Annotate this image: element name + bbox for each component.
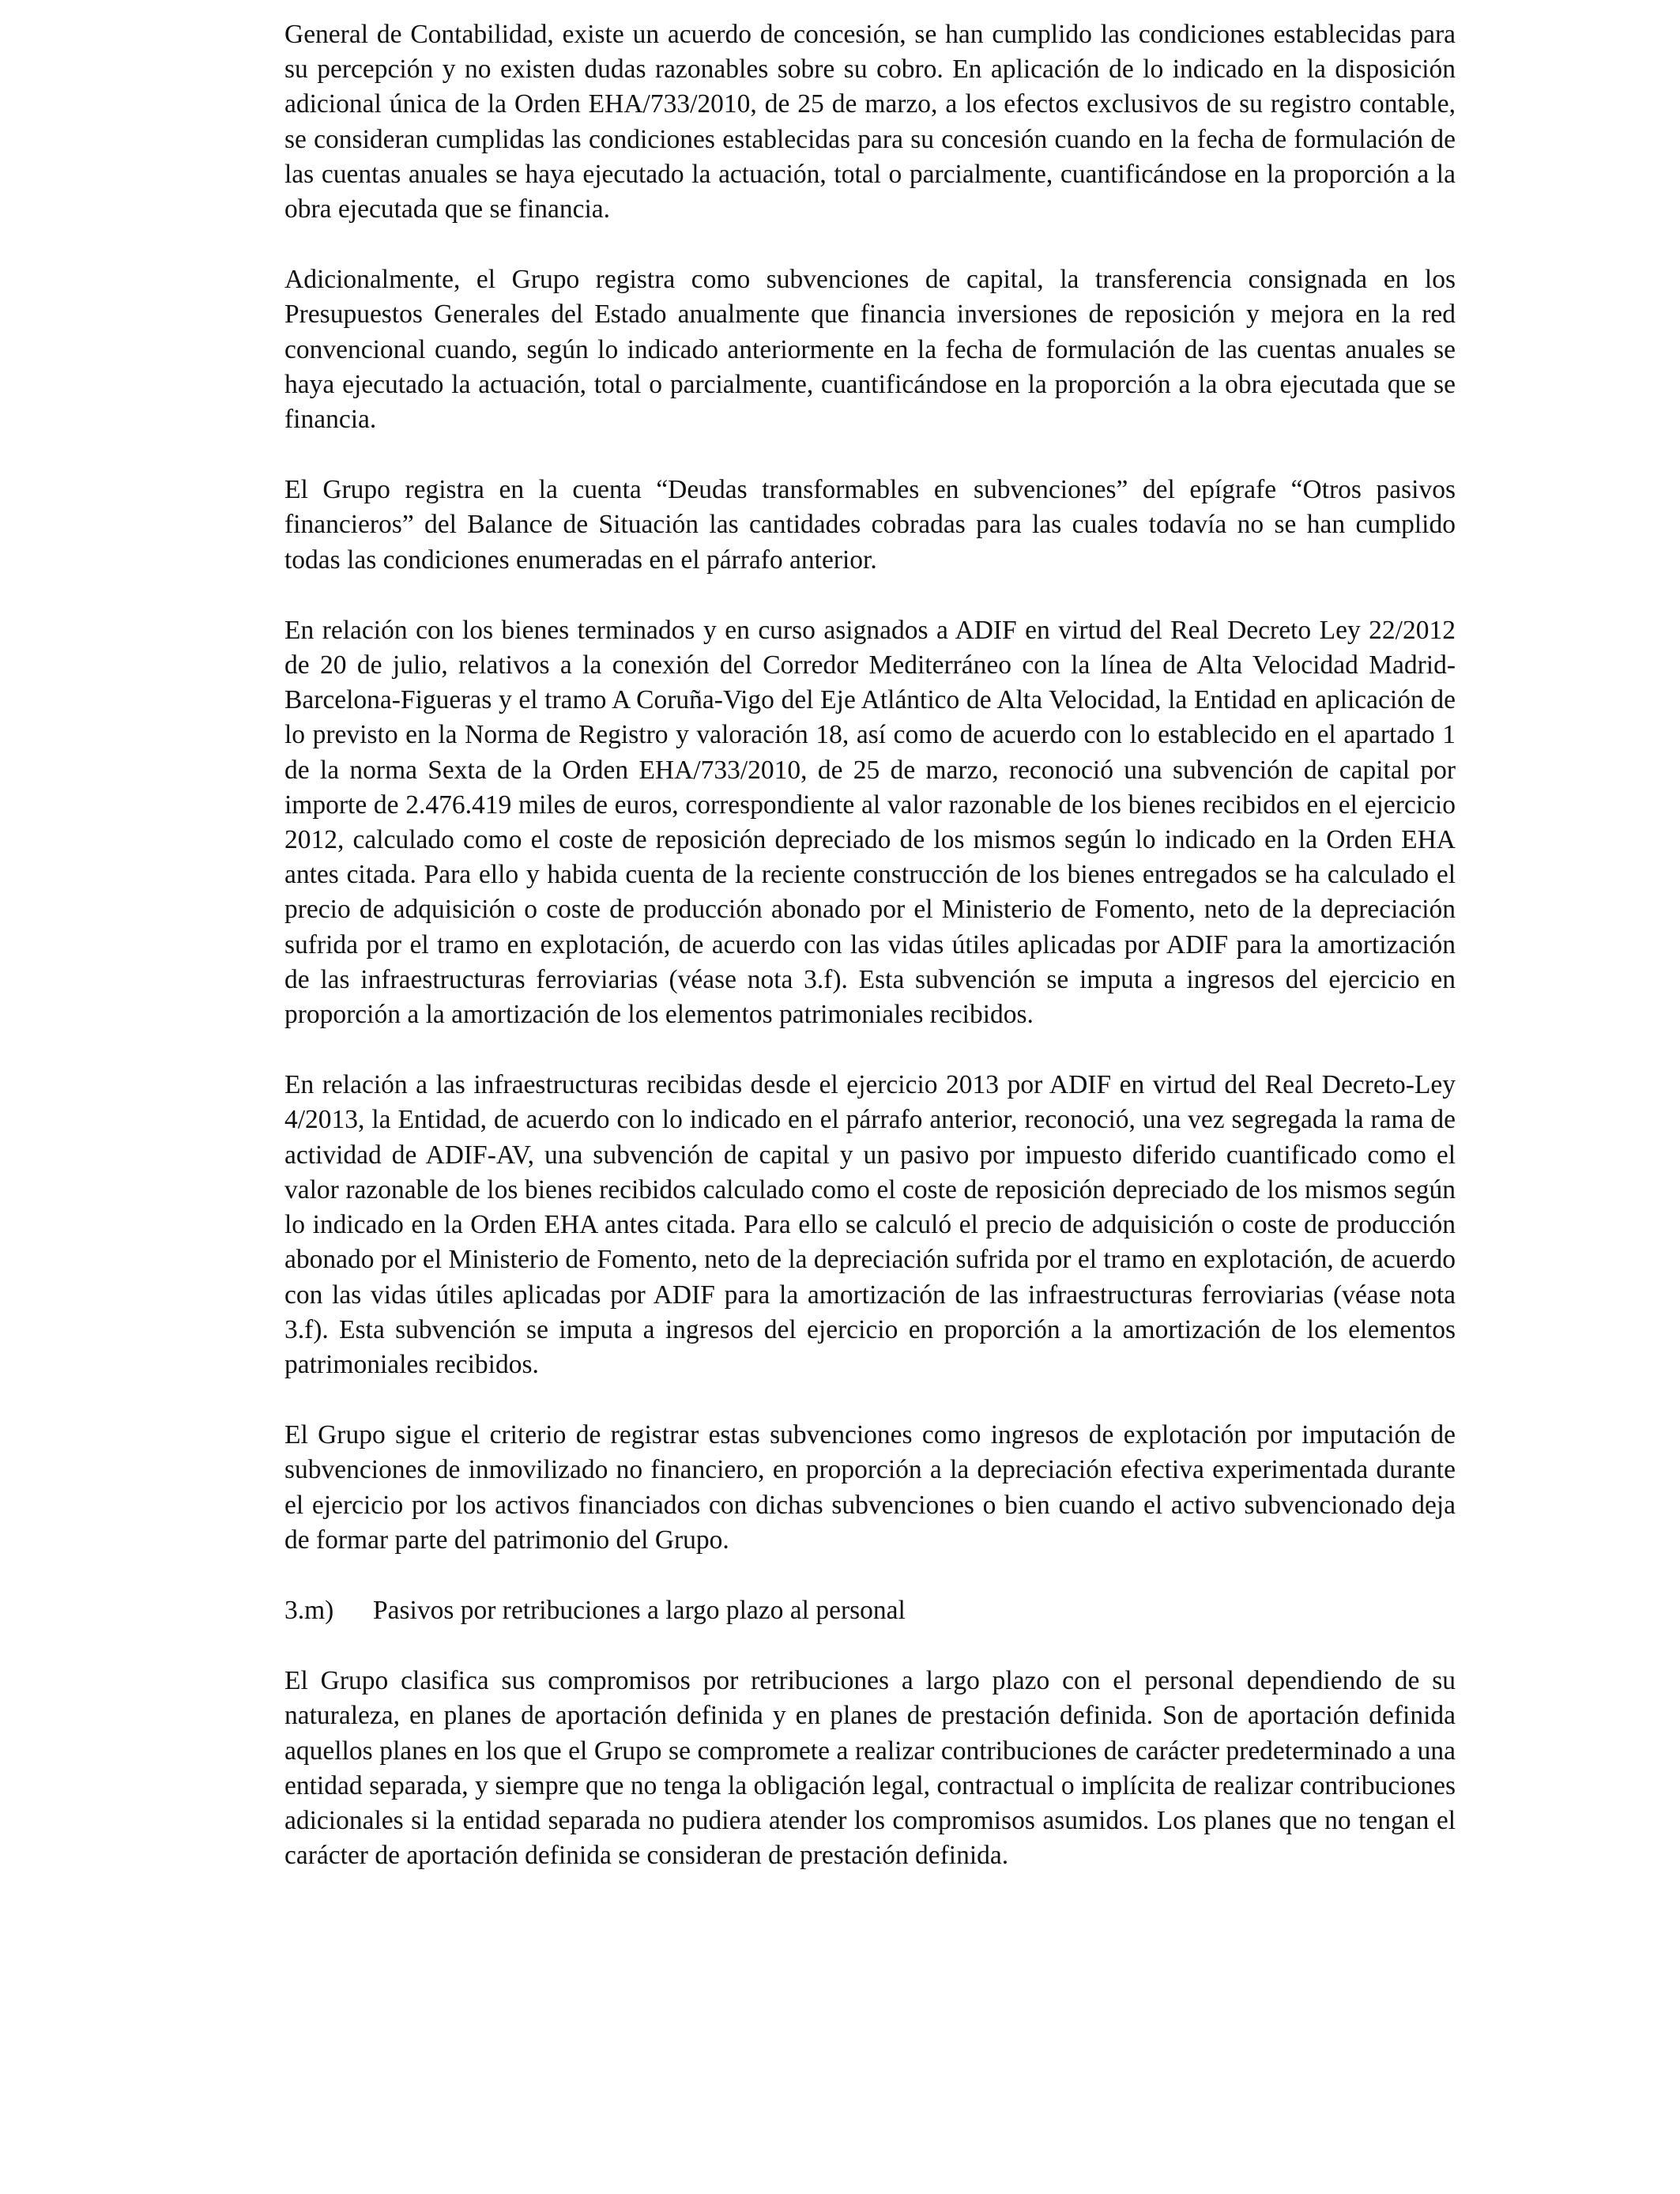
paragraph-rdl-4-2013: En relación a las infraestructuras recibidas desde el ejercicio 2013 por ADIF en virtud del Real Decreto-Ley 4/2013, la Entidad, de acuerdo con lo indicado en el párrafo anterior, reconoció, una vez segregada la rama de actividad de ADIF-AV, una subvención de capital y un pasivo por impuesto diferido cuantificado como el valor razonable de los bienes recibidos calculado como el coste de reposición depreciado de los mismos según lo indicado en la Orden EHA antes citada. Para ello se calculó el precio de adquisición o coste de producción abonado por el Ministerio de Fomento, neto de la depreciación sufrida por el tramo en explotación, de acuerdo con las vidas útiles aplicadas por ADIF para la amortización de las infraestructuras ferroviarias (véase nota 3.f). Esta subvención se imputa a ingresos del ejercicio en proporción a la amortización de los elementos patrimoniales recibidos.	[284, 1070, 1456, 1379]
paragraph-transformable-debts: El Grupo registra en la cuenta “Deudas transformables en subvenciones” del epígrafe “Otros pasivos financieros” del Balance de Situación las cantidades cobradas para las cuales todavía no se han cumplido todas las condiciones enumeradas en el párrafo anterior.	[284, 475, 1456, 575]
paragraph-rd-22-2012: En relación con los bienes terminados y en curso asignados a ADIF en virtud del Real Decreto Ley 22/2012 de 20 de julio, relativos a la conexión del Corredor Mediterráneo con la línea de Alta Velocidad Madrid-Barcelona-Figueras y el tramo A Coruña-Vigo del Eje Atlántico de Alta Velocidad, la Entidad en aplicación de lo previsto en la Norma de Registro y valoración 18, así como de acuerdo con lo establecido en el apartado 1 de la norma Sexta de la Orden EHA/733/2010, de 25 de marzo, reconoció una subvención de capital por importe de 2.476.419 miles de euros, correspondiente al valor razonable de los bienes recibidos en el ejercicio 2012, calculado como el coste de reposición depreciado de los mismos según lo indicado en la Orden EHA antes citada. Para ello y habida cuenta de la reciente construcción de los bienes entregados se ha calculado el precio de adquisición o coste de producción abonado por el Ministerio de Fomento, neto de la depreciación sufrida por el tramo en explotación, de acuerdo con las vidas útiles aplicadas por ADIF para la amortización de las infraestructuras ferroviarias (véase nota 3.f). Esta subvención se imputa a ingresos del ejercicio en proporción a la amortización de los elementos patrimoniales recibidos.	[284, 615, 1456, 1030]
paragraph-income-recognition: El Grupo sigue el criterio de registrar estas subvenciones como ingresos de explotación por imputación de subvenciones de inmovilizado no financiero, en proporción a la depreciación efectiva experimentada durante el ejercicio por los activos financiados con dichas subvenciones o bien cuando el activo subvencionado deja de formar parte del patrimonio del Grupo.	[284, 1420, 1456, 1555]
paragraph-capital-transfers: Adicionalmente, el Grupo registra como subvenciones de capital, la transferencia consignada en los Presupuestos Generales del Estado anualmente que financia inversiones de reposición y mejora en la red convencional cuando, según lo indicado anteriormente en la fecha de formulación de las cuentas anuales se haya ejecutado la actuación, total o parcialmente, cuantificándose en la proporción a la obra ejecutada que se financia.	[284, 265, 1456, 435]
document-page	[284, 17, 1456, 1909]
paragraph-long-term-benefits: El Grupo clasifica sus compromisos por retribuciones a largo plazo con el personal dependiendo de su naturaleza, en planes de aportación definida y en planes de prestación definida. Son de aportación definida aquellos planes en los que el Grupo se compromete a realizar contribuciones de carácter predeterminado a una entidad separada, y siempre que no tenga la obligación legal, contractual o implícita de realizar contribuciones adicionales si la entidad separada no pudiera atender los compromisos asumidos. Los planes que no tengan el carácter de aportación definida se consideran de prestación definida.	[284, 1666, 1456, 1871]
section-title: Pasivos por retribuciones a largo plazo al personal	[373, 1595, 906, 1625]
paragraph-subsidy-conditions: General de Contabilidad, existe un acuerdo de concesión, se han cumplido las condiciones establecidas para su percepción y no existen dudas razonables sobre su cobro. En aplicación de lo indicado en la disposición adicional única de la Orden EHA/733/2010, de 25 de marzo, a los efectos exclusivos de su registro contable, se consideran cumplidas las condiciones establecidas para su concesión cuando en la fecha de formulación de las cuentas anuales se haya ejecutado la actuación, total o parcialmente, cuantificándose en la proporción a la obra ejecutada que se financia.	[284, 20, 1456, 224]
section-number: 3.m)	[284, 1595, 334, 1625]
section-heading	[284, 1593, 1456, 1628]
